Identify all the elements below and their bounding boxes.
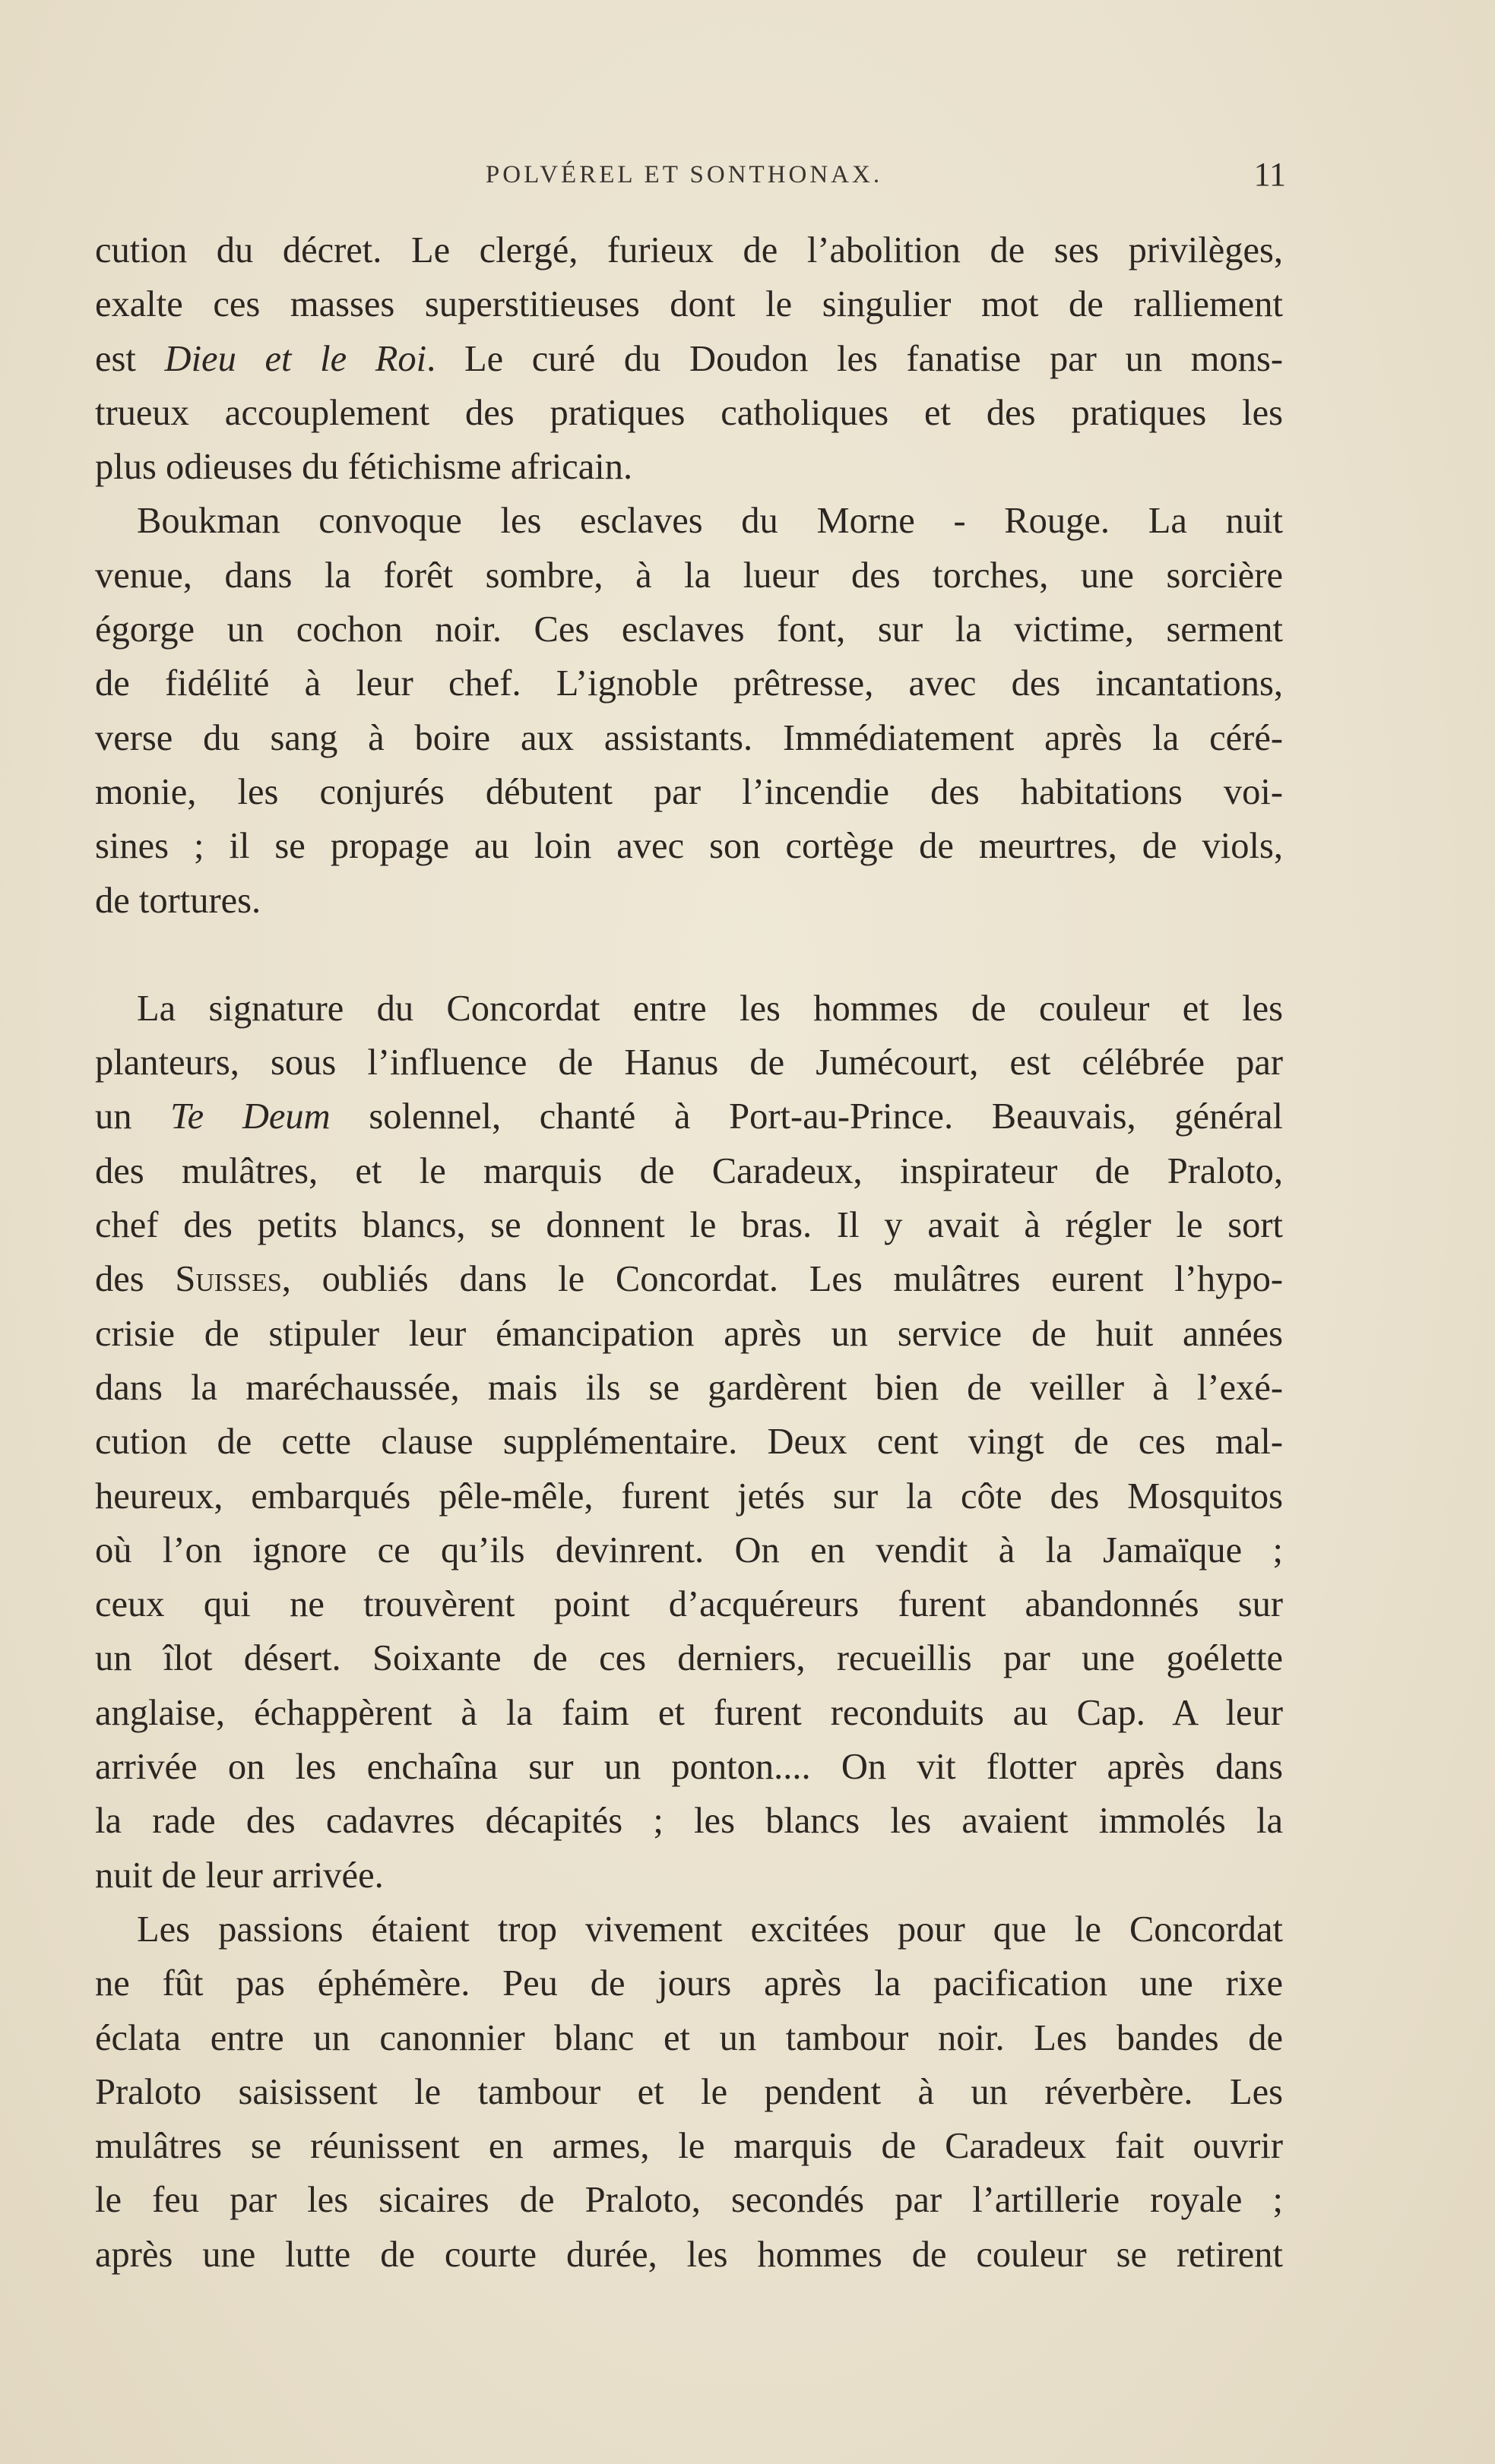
text-line: verse du sang à boire aux assistants. Immédiatement après la céré- bbox=[95, 717, 1283, 758]
text-line: crisie de stipuler leur émancipation après un service de huit années bbox=[95, 1313, 1283, 1354]
text-line: des mulâtres, et le marquis de Caradeux, inspirateur de Praloto, bbox=[95, 1150, 1283, 1191]
text-line: le feu par les sicaires de Praloto, secondés par l’artillerie royale ; bbox=[95, 2180, 1283, 2221]
text-line: venue, dans la forêt sombre, à la lueur des torches, une sorcière bbox=[95, 555, 1283, 596]
body-text bbox=[95, 223, 1283, 2282]
italic-phrase: Dieu et le Roi bbox=[164, 338, 427, 379]
text-line: la rade des cadavres décapités ; les blancs les avaient immolés la bbox=[95, 1801, 1283, 1842]
page-number: 11 bbox=[1253, 156, 1286, 193]
text-line: trueux accouplement des pratiques catholiques et des pratiques les bbox=[95, 392, 1283, 433]
text-line: heureux, embarqués pêle-mêle, furent jetés sur la côte des Mosquitos bbox=[95, 1476, 1283, 1517]
running-head bbox=[84, 156, 1286, 199]
text-line: anglaise, échappèrent à la faim et furent reconduits au Cap. A leur bbox=[95, 1692, 1283, 1733]
text-line: de tortures. bbox=[95, 880, 261, 921]
text-line: où l’on ignore ce qu’ils devinrent. On en vendit à la Jamaïque ; bbox=[95, 1529, 1283, 1570]
text-line: des Suisses, oubliés dans le Concordat. Les mulâtres eurent l’hypo- bbox=[95, 1259, 1283, 1300]
text-line: nuit de leur arrivée. bbox=[95, 1855, 384, 1896]
text-line: arrivée on les enchaîna sur un ponton.... On vit flotter après dans bbox=[95, 1747, 1283, 1788]
text-line: mulâtres se réunissent en armes, le marquis de Caradeux fait ouvrir bbox=[95, 2126, 1283, 2167]
text-line: éclata entre un canonnier blanc et un tambour noir. Les bandes de bbox=[95, 2017, 1283, 2058]
text-line: Boukman convoque les esclaves du Morne - Rouge. La nuit bbox=[137, 501, 1283, 542]
text-line: ceux qui ne trouvèrent point d’acquéreurs furent abandonnés sur bbox=[95, 1584, 1283, 1625]
text-line: monie, les conjurés débutent par l’incendie des habitations voi- bbox=[95, 771, 1283, 812]
text-line: de fidélité à leur chef. L’ignoble prêtresse, avec des incantations, bbox=[95, 663, 1283, 704]
text-line: planteurs, sous l’influence de Hanus de Jumécourt, est célébrée par bbox=[95, 1042, 1283, 1083]
running-title: POLVÉREL ET SONTHONAX. bbox=[485, 161, 883, 188]
small-caps-phrase: Suisses bbox=[175, 1259, 282, 1300]
text-line: est Dieu et le Roi. Le curé du Doudon les fanatise par un mons- bbox=[95, 338, 1283, 379]
text-line: Les passions étaient trop vivement excitées pour que le Concordat bbox=[137, 1909, 1283, 1950]
text-line: La signature du Concordat entre les hommes de couleur et les bbox=[137, 988, 1283, 1029]
text-line: après une lutte de courte durée, les hommes de couleur se retirent bbox=[95, 2234, 1283, 2275]
text-line: plus odieuses du fétichisme africain. bbox=[95, 447, 633, 488]
text-line: ne fût pas éphémère. Peu de jours après la pacification une rixe bbox=[95, 1963, 1283, 2004]
text-line: égorge un cochon noir. Ces esclaves font, sur la victime, serment bbox=[95, 609, 1283, 650]
italic-phrase: Te Deum bbox=[170, 1096, 331, 1137]
text-line: cution de cette clause supplémentaire. Deux cent vingt de ces mal- bbox=[95, 1422, 1283, 1463]
text-line: un Te Deum solennel, chanté à Port-au-Prince. Beauvais, général bbox=[95, 1096, 1283, 1137]
text-line: Praloto saisissent le tambour et le pendent à un réverbère. Les bbox=[95, 2071, 1283, 2112]
section-break bbox=[95, 928, 1283, 982]
text-line: dans la maréchaussée, mais ils se gardèrent bien de veiller à l’exé- bbox=[95, 1367, 1283, 1408]
text-line: un îlot désert. Soixante de ces derniers, recueillis par une goélette bbox=[95, 1638, 1283, 1679]
text-line: exalte ces masses superstitieuses dont le singulier mot de ralliement bbox=[95, 284, 1283, 325]
text-line: chef des petits blancs, se donnent le bras. Il y avait à régler le sort bbox=[95, 1205, 1283, 1246]
text-line: sines ; il se propage au loin avec son cortège de meurtres, de viols, bbox=[95, 826, 1283, 867]
text-line: cution du décret. Le clergé, furieux de l’abolition de ses privilèges, bbox=[95, 230, 1283, 270]
